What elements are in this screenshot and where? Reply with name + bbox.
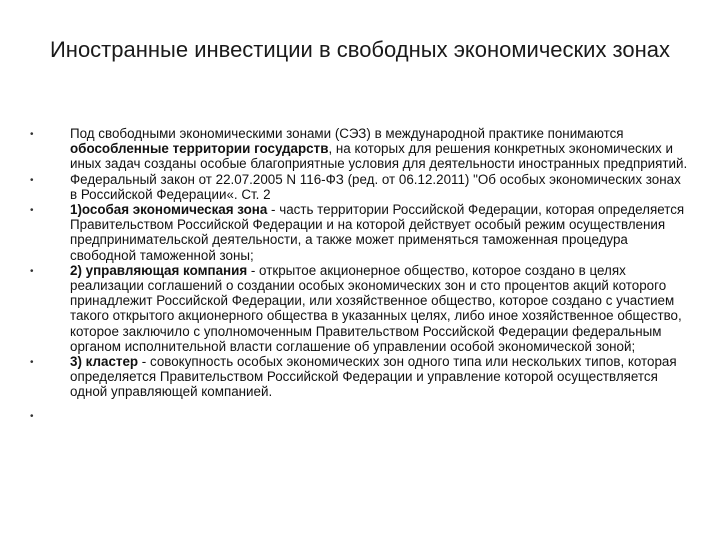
bullet-item xyxy=(30,202,690,263)
bullet-list xyxy=(30,126,690,424)
bullet-icon: • xyxy=(30,410,34,422)
bullet-item xyxy=(30,172,690,202)
bullet-icon: • xyxy=(30,129,34,140)
item-bold-text: обособленные территории государств xyxy=(70,141,329,157)
bullet-item xyxy=(30,126,690,172)
bullet-item xyxy=(30,354,690,400)
item-text-tail: - часть территории Российской Федерации, которая определяется Правительством Российской Федерации и на которой действует особый режим осуществления предпринимательской деятельности, а также может применяться таможенная процедура свободной таможенной зоны; xyxy=(70,202,685,263)
item-text-tail: , на которых для решения конкретных экономических и иных задач созданы особые благоприятные условия для деятельности иностранных предприятий. xyxy=(70,141,688,172)
item-text: Под свободными экономическими зонами (СЭЗ) в международной практике понимаются xyxy=(70,126,624,141)
item-bold-text: 1)особая экономическая зона xyxy=(70,202,268,218)
bullet-item xyxy=(30,263,690,354)
item-bold-text: 2) управляющая компания xyxy=(70,262,248,278)
bullet-icon: • xyxy=(30,265,34,277)
bullet-item-empty xyxy=(30,408,690,424)
bullet-icon: • xyxy=(30,357,34,369)
item-bold-text: 3) кластер xyxy=(70,354,139,370)
bullet-icon: • xyxy=(30,205,34,217)
bullet-icon: • xyxy=(30,174,34,186)
slide-title: Иностранные инвестиции в свободных экономических зонах xyxy=(49,37,671,62)
item-text-tail: - открытое акционерное общество, которое создано в целях реализации соглашений о создании особых экономических зон и сто процентов акций которого принадлежит Российской Федерации, или хозяйственное общество, которое создано с участием такого открытого акционерного общества в указанных целях, либо иное хозяйственное общество, которое заключило с уполномоченным Правительством Российской Федерации федеральным органом исполнительной власти соглашение об управлении особой экономической зоной; xyxy=(70,262,682,354)
item-text-tail: - совокупность особых экономических зон одного типа или нескольких типов, которая определяется Правительством Российской Федерации и управление которой осуществляется одной управляющей компанией. xyxy=(70,354,677,400)
item-text: Федеральный закон от 22.07.2005 N 116-ФЗ (ред. от 06.12.2011) "Об особых экономических зонах в Российской Федерации«. Ст. 2 xyxy=(70,171,681,202)
